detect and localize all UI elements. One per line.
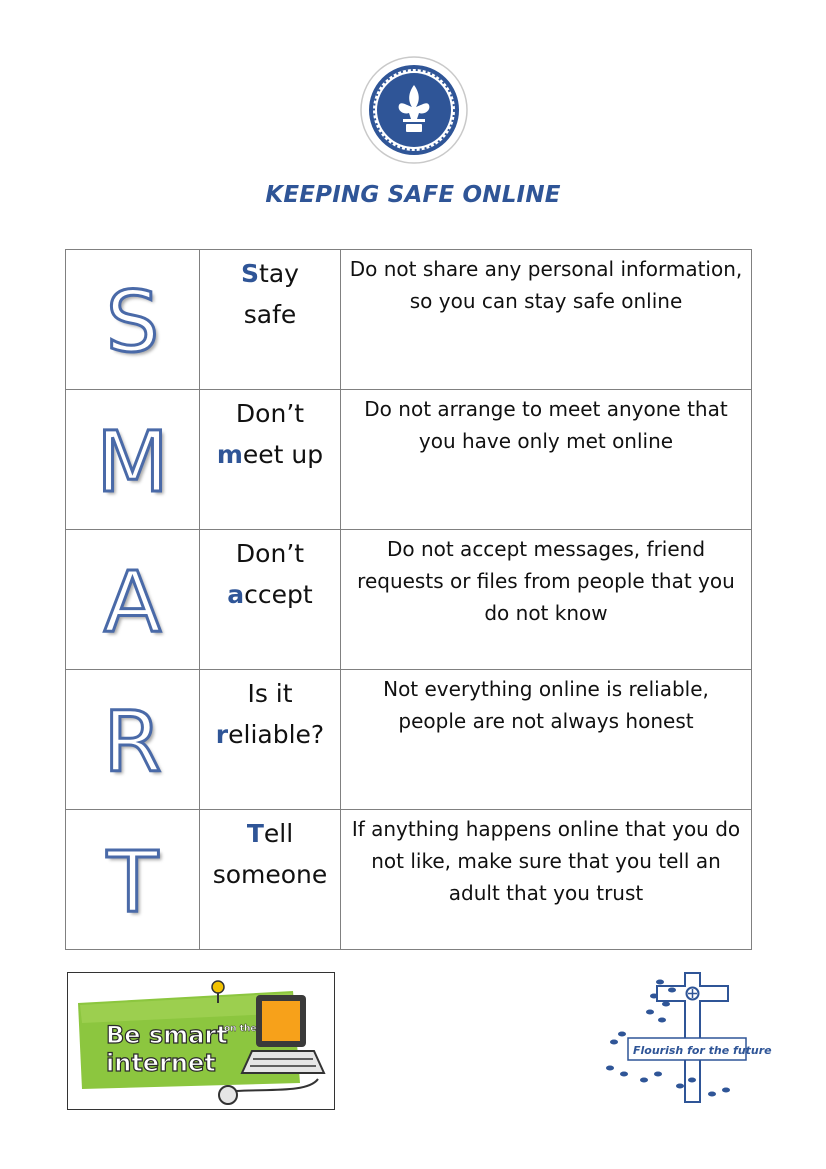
keyword-cell: [200, 670, 341, 810]
keyword-cell: [200, 250, 341, 390]
keyword-rest: eliable?: [228, 720, 325, 749]
school-crest: [359, 55, 469, 165]
keyword-lead: Is it: [247, 679, 293, 708]
keyword-highlight-letter: T: [246, 819, 264, 848]
description-cell: Not everything online is reliable, people are not always honest: [341, 670, 752, 810]
keyword-rest: eet up: [242, 440, 324, 469]
big-letter: R: [103, 692, 162, 791]
logo-text-line2: internet: [106, 1049, 216, 1077]
letter-cell: [66, 670, 200, 810]
logo-text-line1: Be smart: [106, 1021, 228, 1049]
smart-row: [66, 670, 752, 810]
description-cell: Do not accept messages, friend requests or files from people that you do not know: [341, 530, 752, 670]
keyword-highlight-letter: m: [216, 440, 243, 469]
keyword-rest: ccept: [244, 580, 313, 609]
big-letter: M: [96, 412, 169, 511]
page-title: KEEPING SAFE ONLINE: [265, 182, 561, 208]
keyword-cell: [200, 390, 341, 530]
big-letter: A: [103, 552, 162, 651]
keyword-rest: ell someone: [212, 819, 328, 889]
flourish-for-the-future-logo: [600, 968, 772, 1102]
be-smart-on-the-internet-logo: [67, 972, 335, 1110]
keyword-highlight-letter: S: [241, 259, 260, 288]
smart-row: [66, 530, 752, 670]
big-letter: S: [105, 272, 160, 371]
keyword-highlight-letter: r: [215, 720, 229, 749]
letter-cell: [66, 810, 200, 950]
keyword-lead: Don’t: [235, 539, 305, 568]
smart-row: [66, 250, 752, 390]
keyword-cell: [200, 810, 341, 950]
smart-row: [66, 810, 752, 950]
description-cell: Do not arrange to meet anyone that you have only met online: [341, 390, 752, 530]
logo-text-small: on the: [224, 1024, 257, 1034]
keyword-lead: Don’t: [235, 399, 305, 428]
letter-cell: [66, 250, 200, 390]
big-letter: T: [106, 832, 159, 931]
keyword-highlight-letter: a: [227, 580, 245, 609]
keyword-cell: [200, 530, 341, 670]
letter-cell: [66, 390, 200, 530]
keyword-rest: tay safe: [243, 259, 299, 329]
smart-row: [66, 390, 752, 530]
description-cell: Do not share any personal information, so you can stay safe online: [341, 250, 752, 390]
description-cell: If anything happens online that you do not like, make sure that you tell an adult that you trust: [341, 810, 752, 950]
flourish-text: Flourish for the future: [633, 1044, 772, 1057]
smart-table: [65, 249, 752, 950]
letter-cell: [66, 530, 200, 670]
